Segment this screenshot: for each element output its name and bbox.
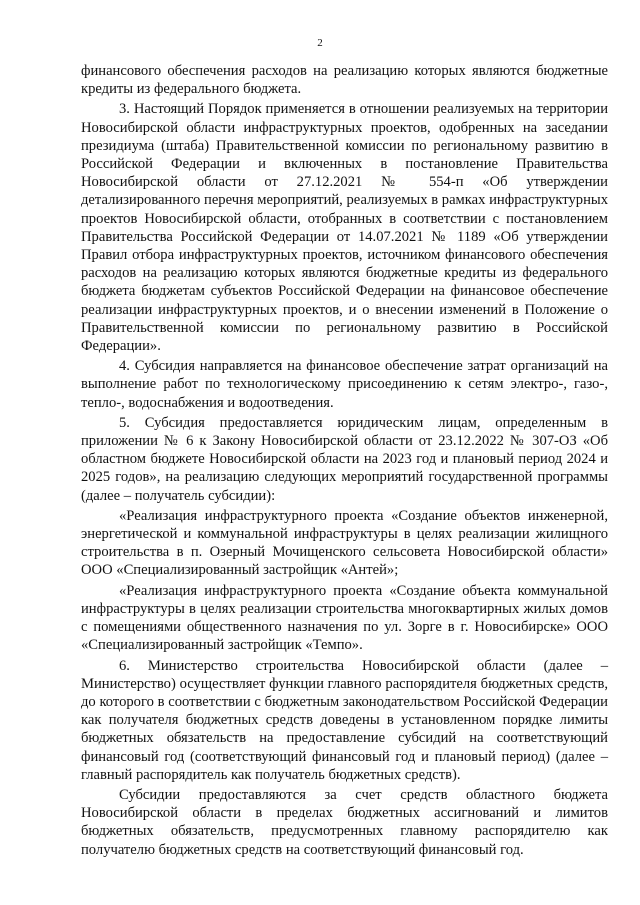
paragraph: Субсидии предоставляются за счет средств областного бюджета Новосибирской области в пределах бюджетных ассигнований и лимитов бюджетных обязательств, предусмотренных главному распорядителю как получателю бюджетных средств на соответствующий финансовый год. [81,786,608,858]
paragraph: 6. Министерство строительства Новосибирской области (далее – Министерство) осуществляет функции главного распорядителя бюджетных средств, до которого в соответствии с бюджетным законодательством Российской Федерации как получателя бюджетных средств доведены в установленном порядке лимиты бюджетных обязательств на предоставление субсидий на соответствующий финансовый год (соответствующий финансовый год и плановый период) (далее – главный распорядитель как получатель бюджетных средств). [81,657,608,783]
paragraph: 3. Настоящий Порядок применяется в отношении реализуемых на территории Новосибирской области инфраструктурных проектов, одобренных на заседании президиума (штаба) Правительственной комиссии по региональному развитию в Российской Федерации и включенных в постановление Правительства Новосибирской области от 27.12.2021 № 554-п «Об утверждении детализированного перечня мероприятий, реализуемых в рамках инфраструктурных проектов Новосибирской области, отобранных в соответствии с постановлением Правительства Российской Федерации от 14.07.2021 № 1189 «Об утверждении Правил отбора инфраструктурных проектов, источником финансового обеспечения расходов на реализацию которых являются бюджетные кредиты из федерального бюджета бюджетам субъектов Российской Федерации на финансовое обеспечение реализации инфраструктурных проектов, и о внесении изменений в Положение о Правительственной комиссии по региональному развитию в Российской Федерации». [81,101,608,355]
page-number: 2 [317,37,323,49]
paragraph: «Реализация инфраструктурного проекта «Создание объектов инженерной, энергетической и коммунальной инфраструктуры в целях реализации жилищного строительства в п. Озерный Мочищенского сельсовета Новосибирской области» ООО «Специализированный застройщик «Антей»; [81,507,608,579]
paragraph: финансового обеспечения расходов на реализацию которых являются бюджетные кредиты из федерального бюджета. [81,63,608,98]
paragraph: 5. Субсидия предоставляется юридическим лицам, определенным в приложении № 6 к Закону Новосибирской области от 23.12.2022 № 307-ОЗ «Об областном бюджете Новосибирской области на 2023 год и плановый период 2024 и 2025 годов», на реализацию следующих мероприятий государственной программы (далее – получатель субсидии): [81,414,608,504]
paragraph: 4. Субсидия направляется на финансовое обеспечение затрат организаций на выполнение работ по технологическому присоединению к сетям электро-, газо-, тепло-, водоснабжения и водоотведения. [81,358,608,411]
paragraph: «Реализация инфраструктурного проекта «Создание объекта коммунальной инфраструктуры в целях реализации строительства многоквартирных жилых домов с помещениями общественного назначения по ул. Зорге в г. Новосибирске» ООО «Специализированный застройщик «Темпо». [81,582,608,654]
document-body [81,62,608,861]
